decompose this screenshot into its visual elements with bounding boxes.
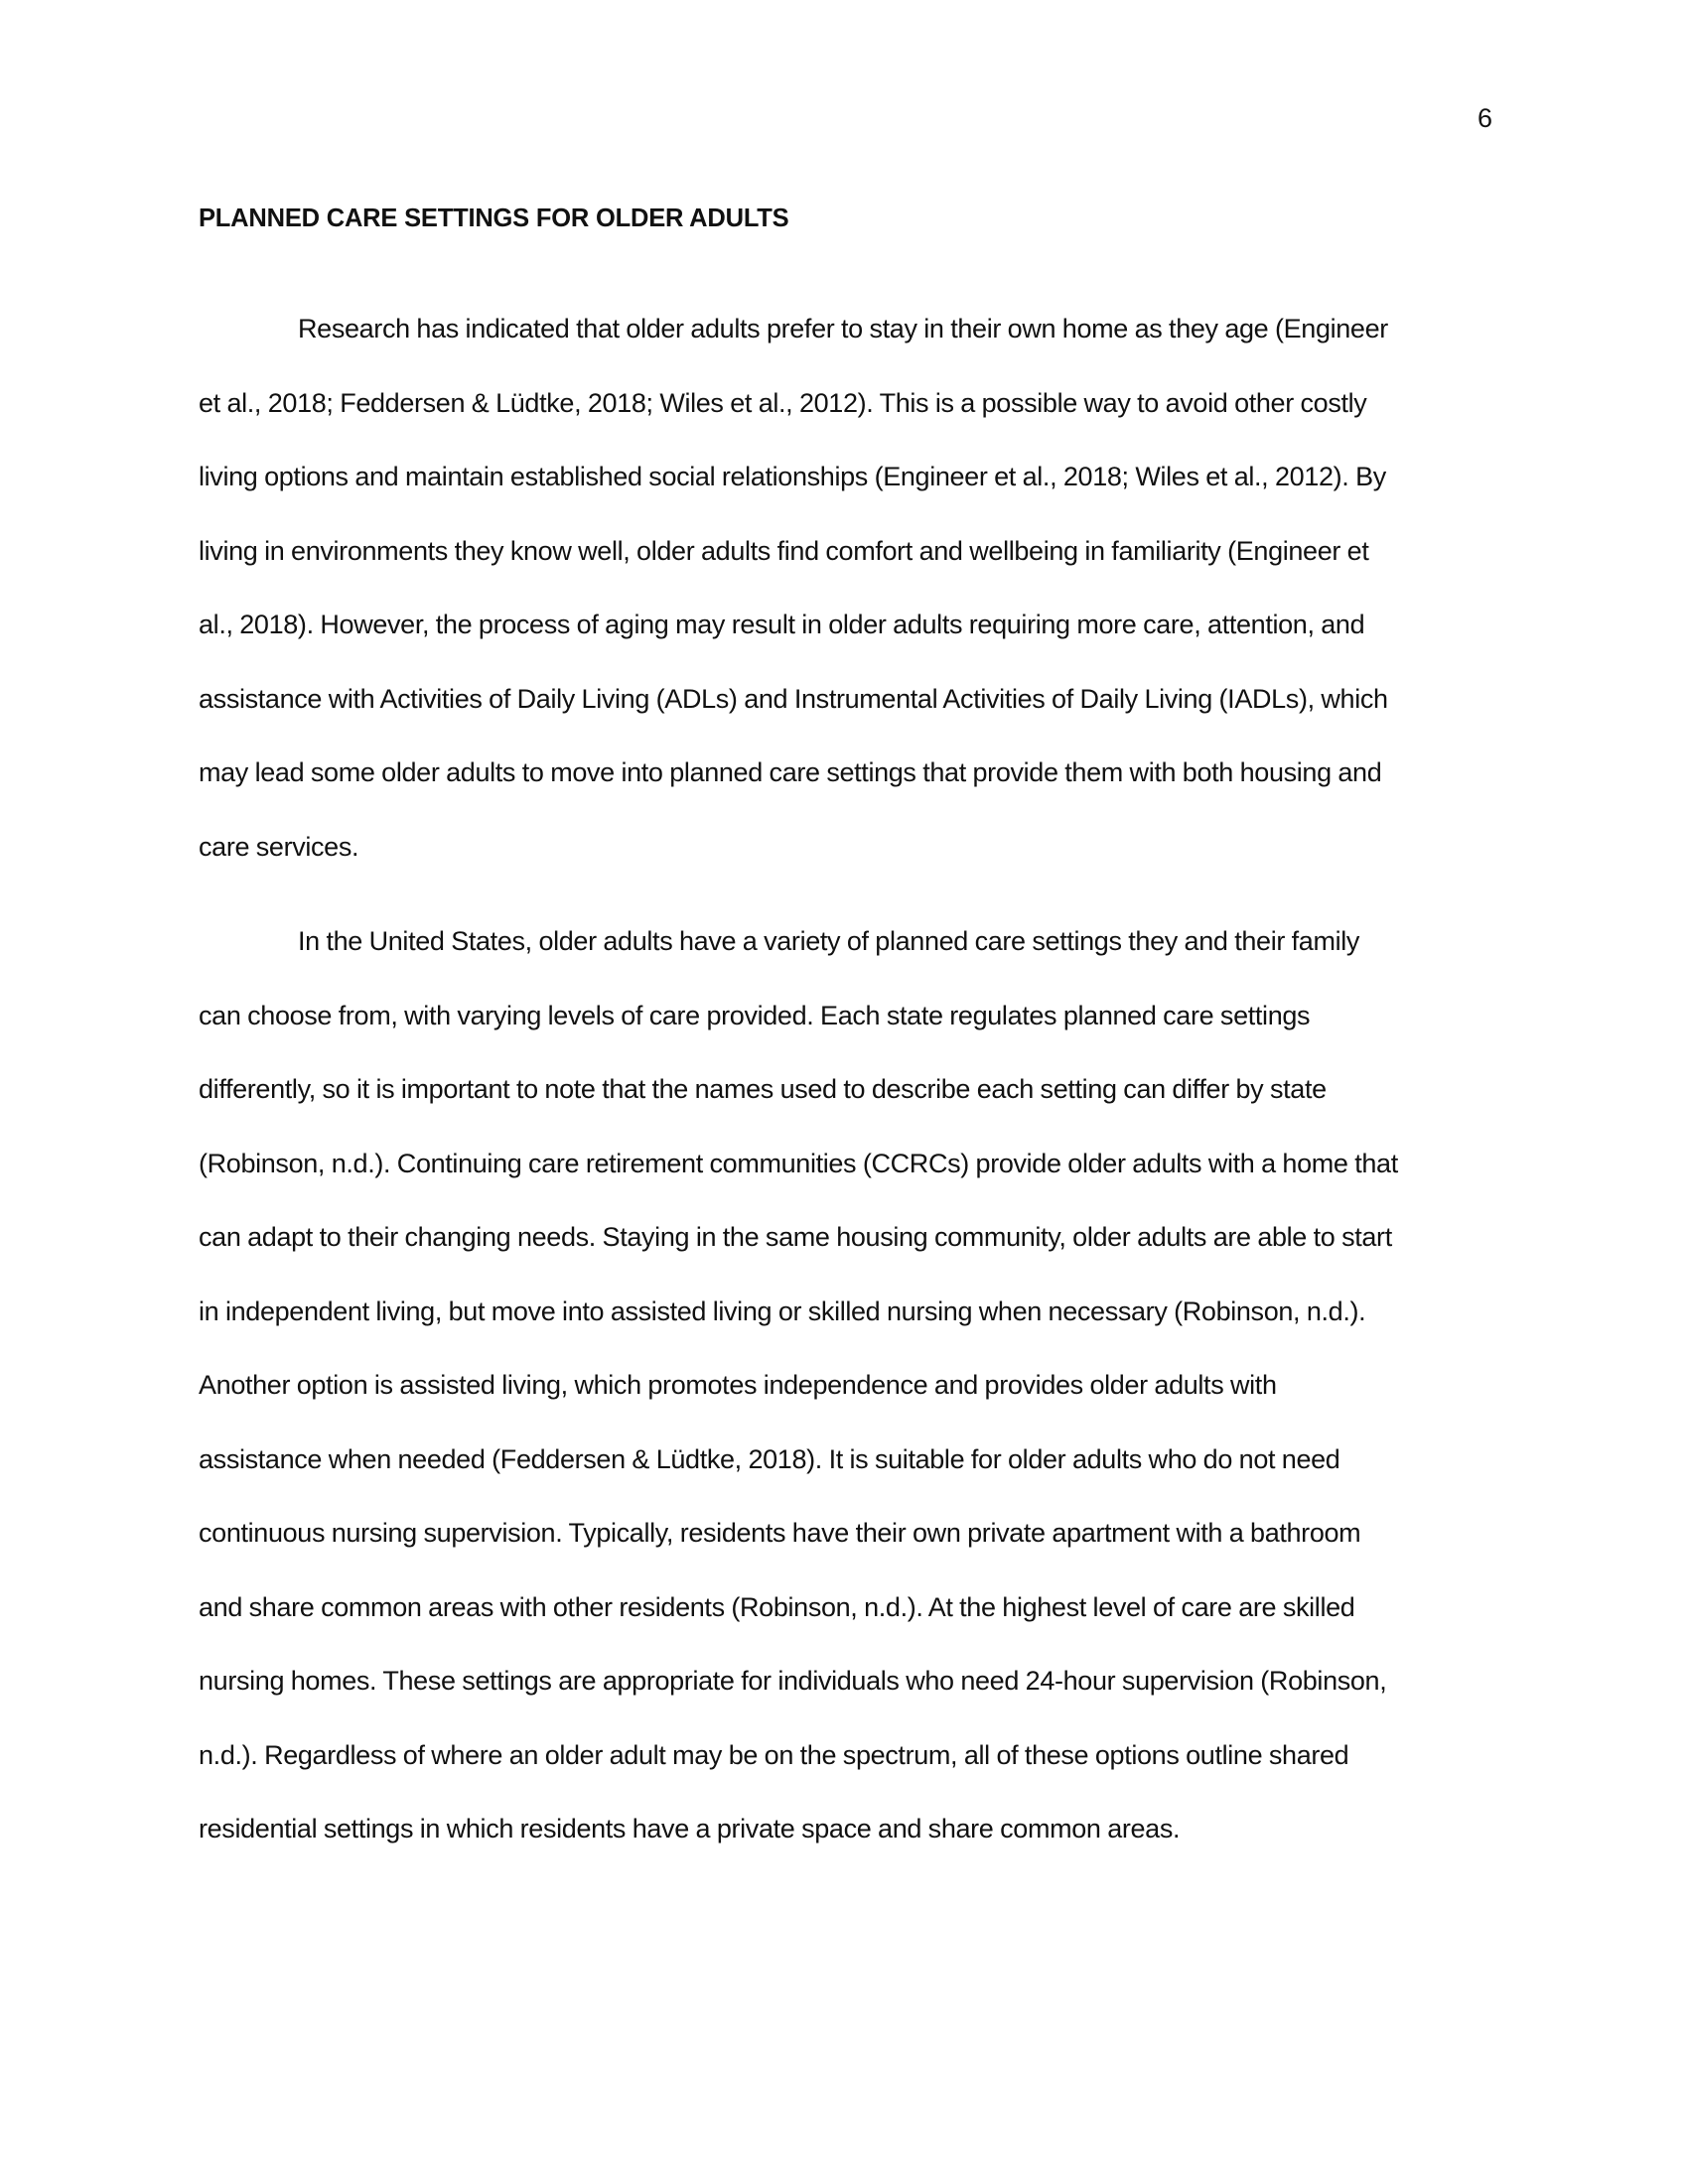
paragraph-1 [199,292,1489,884]
paragraph-line: assistance with Activities of Daily Living (ADLs) and Instrumental Activities of Daily Living (IADLs), which [199,683,1388,714]
paragraph-line: nursing homes. These settings are appropriate for individuals who need 24-hour supervision (Robinson, [199,1666,1387,1696]
body-text [199,292,1489,1887]
paragraph-line: Another option is assisted living, which promotes independence and provides older adults with [199,1370,1277,1400]
paragraph-line: (Robinson, n.d.). Continuing care retirement communities (CCRCs) provide older adults with a home that [199,1148,1398,1178]
paragraph-line: assistance when needed (Feddersen & Lüdtke, 2018). It is suitable for older adults who do not need [199,1443,1340,1474]
paragraph-line: in independent living, but move into assisted living or skilled nursing when necessary (Robinson, n.d.). [199,1296,1366,1326]
paragraph-line: can choose from, with varying levels of care provided. Each state regulates planned care settings [199,1000,1311,1030]
paragraph-line: et al., 2018; Feddersen & Lüdtke, 2018; Wiles et al., 2012). This is a possible way to avoid other costly [199,387,1367,418]
paragraph-line: and share common areas with other residents (Robinson, n.d.). At the highest level of care are skilled [199,1591,1355,1622]
page-number: 6 [1477,103,1492,133]
paragraph-2 [199,904,1489,1866]
paragraph-line: care services. [199,831,359,862]
paragraph-line: continuous nursing supervision. Typically, residents have their own private apartment with a bathroom [199,1518,1361,1548]
paragraph-line: living in environments they know well, older adults find comfort and wellbeing in familiarity (Engineer et [199,535,1369,566]
paragraph-line: al., 2018). However, the process of aging may result in older adults requiring more care, attention, and [199,610,1365,639]
paragraph-line: differently, so it is important to note that the names used to describe each setting can differ by state [199,1074,1327,1104]
paragraph-line: residential settings in which residents have a private space and share common areas. [199,1814,1181,1843]
section-heading: PLANNED CARE SETTINGS FOR OLDER ADULTS [199,205,789,232]
paragraph-line: n.d.). Regardless of where an older adult may be on the spectrum, all of these options outline shared [199,1739,1349,1770]
paragraph-line: Research has indicated that older adults prefer to stay in their own home as they age (Engineer [298,314,1388,343]
paragraph-line: can adapt to their changing needs. Staying in the same housing community, older adults are able to start [199,1222,1392,1252]
paragraph-line: living options and maintain established social relationships (Engineer et al., 2018; Wiles et al., 2012). By [199,462,1386,491]
paragraph-line: may lead some older adults to move into planned care settings that provide them with both housing and [199,757,1382,787]
paragraph-line: In the United States, older adults have a variety of planned care settings they and their family [298,926,1360,956]
